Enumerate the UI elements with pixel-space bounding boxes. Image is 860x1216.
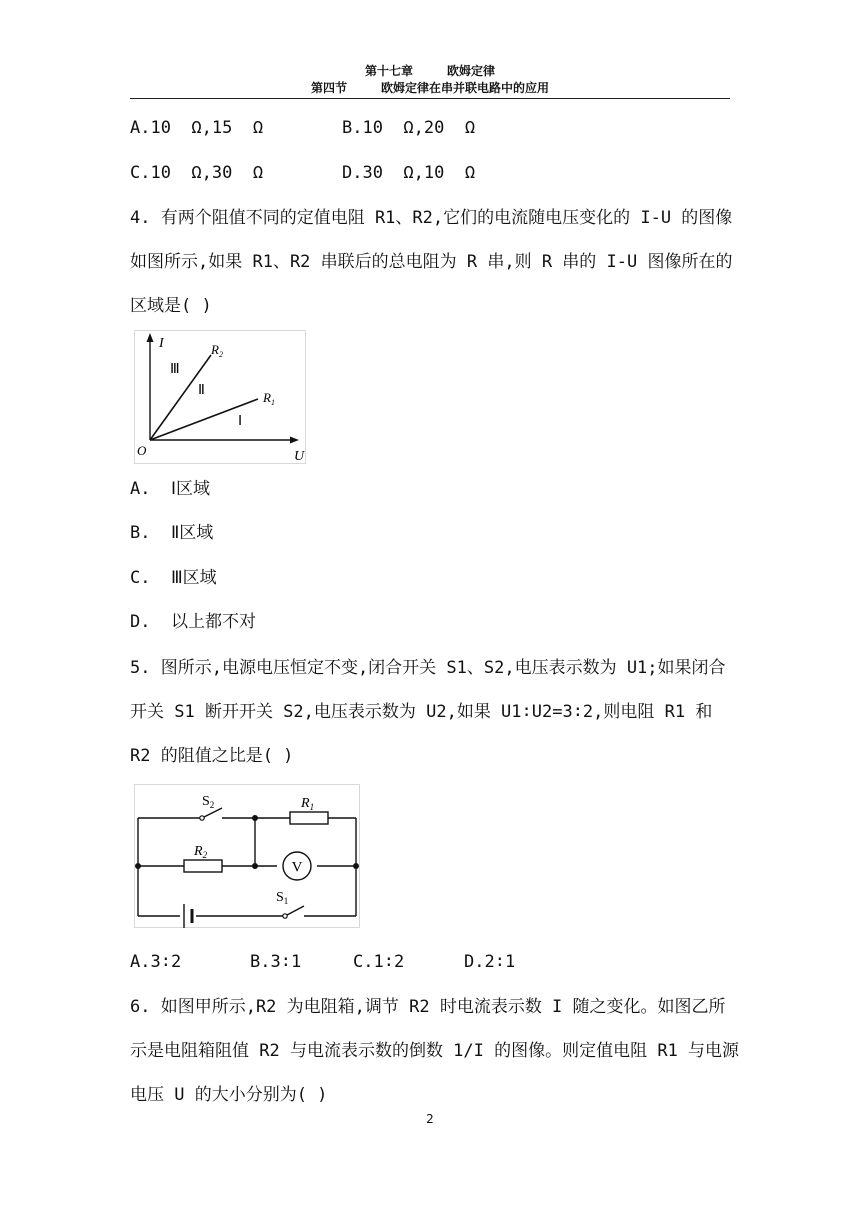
q4-option-c: C. Ⅲ区域 (130, 568, 217, 588)
q4-option-b: B. Ⅱ区域 (130, 523, 214, 543)
q5-option-c: C.1∶2 (353, 952, 405, 972)
chapter-number: 第十七章 (364, 64, 413, 78)
s2-label-sub: 2 (209, 800, 215, 810)
r2-line-label-sub: 2 (218, 350, 223, 359)
section-title: 欧姆定律在串并联电路中的应用 (381, 81, 550, 95)
s2-label (202, 794, 214, 810)
q3-option-d: D.30 Ω,10 Ω (342, 163, 476, 183)
r2-label (193, 844, 208, 860)
r1-label-sub: 1 (309, 802, 315, 812)
i-axis-arrow-icon (147, 333, 154, 342)
q4-option-a: A. Ⅰ区域 (130, 479, 210, 499)
region-3-label: Ⅲ (170, 362, 180, 377)
switch-s1-icon (283, 906, 304, 918)
chapter-header (130, 62, 730, 79)
resistor-r1-icon (290, 812, 328, 824)
page-number: 2 (426, 1112, 434, 1126)
chapter-title: 欧姆定律 (447, 64, 496, 78)
s1-label (276, 890, 288, 906)
s1-label-main: S (276, 890, 284, 905)
q5-option-a: A.3∶2 (130, 952, 182, 972)
q5-option-d: D.2∶1 (464, 952, 516, 972)
r1-line-label (262, 390, 275, 407)
r1-label (300, 796, 314, 812)
i-axis-label: I (159, 336, 164, 351)
q4-question-text: 4. 有两个阻值不同的定值电阻 R1、R2,它们的电流随电压变化的 I-U 的图像如图所示,如果 R1、R2 串联后的总电阻为 R 串,则 R 串的 I-U 图像所在的区域是( ) (130, 208, 733, 316)
q6-question-text: 6. 如图甲所示,R2 为电阻箱,调节 R2 时电流表示数 I 随之变化。如图乙所示是电阻箱阻值 R2 与电流表示数的倒数 1/I 的图像。则定值电阻 R1 与电源电压 U 的大小分别为( ) (130, 997, 740, 1105)
q3-option-c: C.10 Ω,30 Ω (130, 163, 264, 183)
figure-border (135, 785, 360, 928)
q5-question-text: 5. 图所示,电源电压恒定不变,闭合开关 S1、S2,电压表示数为 U1;如果闭合开关 S1 断开开关 S2,电压表示数为 U2,如果 U1∶U2=3∶2,则电阻 R1 和 R2 的阻值之比是( ) (130, 658, 726, 766)
voltmeter-label: V (291, 859, 303, 876)
section-header (130, 79, 730, 96)
s2-label-main: S (202, 794, 210, 809)
r2-line-label (210, 342, 223, 359)
r2-label-main: R (194, 844, 203, 859)
s1-label-sub: 1 (283, 896, 289, 906)
q4-option-d: D. 以上都不对 (130, 612, 256, 632)
region-1-label: Ⅰ (238, 414, 243, 429)
battery-icon (184, 904, 192, 928)
q4-iu-graph (134, 330, 306, 464)
r1-label-main: R (301, 796, 310, 811)
voltmeter-icon (283, 852, 311, 880)
u-axis-label: U (294, 449, 305, 464)
header-rule (130, 98, 730, 99)
q3-option-a: A.10 Ω,15 Ω (130, 118, 264, 138)
region-2-label: Ⅱ (198, 383, 205, 398)
r2-line-label-main: R (211, 342, 219, 357)
r1-line-label-sub: 1 (270, 398, 275, 407)
circuit-wires (138, 818, 356, 916)
resistor-r2-icon (184, 860, 222, 872)
q5-option-b: B.3∶1 (250, 952, 302, 972)
q5-circuit-diagram (134, 784, 360, 928)
r2-label-sub: 2 (202, 850, 208, 860)
origin-label: O (137, 443, 147, 458)
section-number: 第四节 (310, 81, 347, 95)
q3-option-b: B.10 Ω,20 Ω (342, 118, 476, 138)
r1-line-label-main: R (263, 390, 271, 405)
u-axis-arrow-icon (290, 437, 299, 444)
